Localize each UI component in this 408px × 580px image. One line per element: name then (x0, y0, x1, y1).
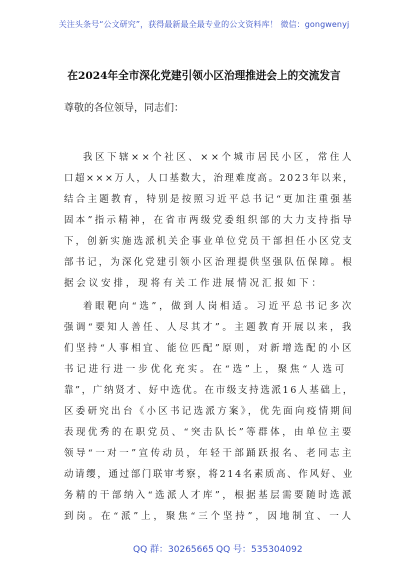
paragraph-intro (64, 147, 354, 294)
paragraph-selection (64, 296, 354, 527)
text-line: 动请缨，通过部门联审考察，将214名素质高、作风好、业 (64, 469, 354, 480)
text-line: 书记进行进一步优化充实。在“选”上，聚焦“人选可 (64, 364, 348, 375)
text-line: 领导“一对一”宣传动员，年轻干部踊跃报名、老同志主 (64, 448, 354, 459)
text-line: 表现优秀的在职党员、“突击队长”等群体，由单位主要 (64, 427, 354, 438)
text-line: 务精的干部纳入“选派人才库”，根据基层需要随时选派 (64, 490, 354, 501)
text-line: 靠”，广纳贤才、好中选优。在市级支持选派16人基础上， (64, 385, 354, 396)
qq-number-footer: QQ 号：535304092 (216, 545, 303, 555)
greeting: 尊敬的各位领导，同志们： (64, 103, 184, 114)
text-line: 据会议安排，现将有关工作进展情况汇报如下： (64, 278, 324, 289)
text-line: 下，创新实施选派机关企事业单位党员干部担任小区党支 (64, 236, 354, 247)
promo-banner: 关注头条号“公文研究”，获得最新最全最专业的公文资料库！ 微信：gongwenyj (58, 20, 350, 29)
text-line: 着眼靶向“选”，做到人岗相适。习近平总书记多次 (83, 301, 354, 312)
text-line: 口超×××万人，人口基数大，治理难度高。2023年以来， (64, 173, 354, 184)
document-title: 在2024年全市深化党建引领小区治理推进会上的交流发言 (67, 70, 341, 82)
text-line: 们坚持“人事相宜、能位匹配”原则，对新增选配的小区 (64, 343, 354, 354)
text-line: 我区下辖××个社区、××个城市居民小区，常住人 (83, 152, 354, 163)
text-line: 强调“要知人善任、人尽其才”。主题教育开展以来，我 (64, 322, 354, 333)
text-line: 结合主题教育，特别是按照习近平总书记“更加注重强基 (64, 194, 354, 205)
text-line: 到岗。在“派”上，聚焦“三个坚持”，因地制宜、一人 (64, 511, 354, 522)
qq-group-footer: QQ 群：30265665 (133, 545, 214, 555)
text-line: 区委研究出台《小区书记选派方案》，优先面向疫情期间 (64, 406, 354, 417)
text-line: 固本”指示精神，在省市两级党委组织部的大力支持指导 (64, 215, 354, 226)
text-line: 部书记，为深化党建引领小区治理提供坚强队伍保障。根 (64, 257, 354, 268)
